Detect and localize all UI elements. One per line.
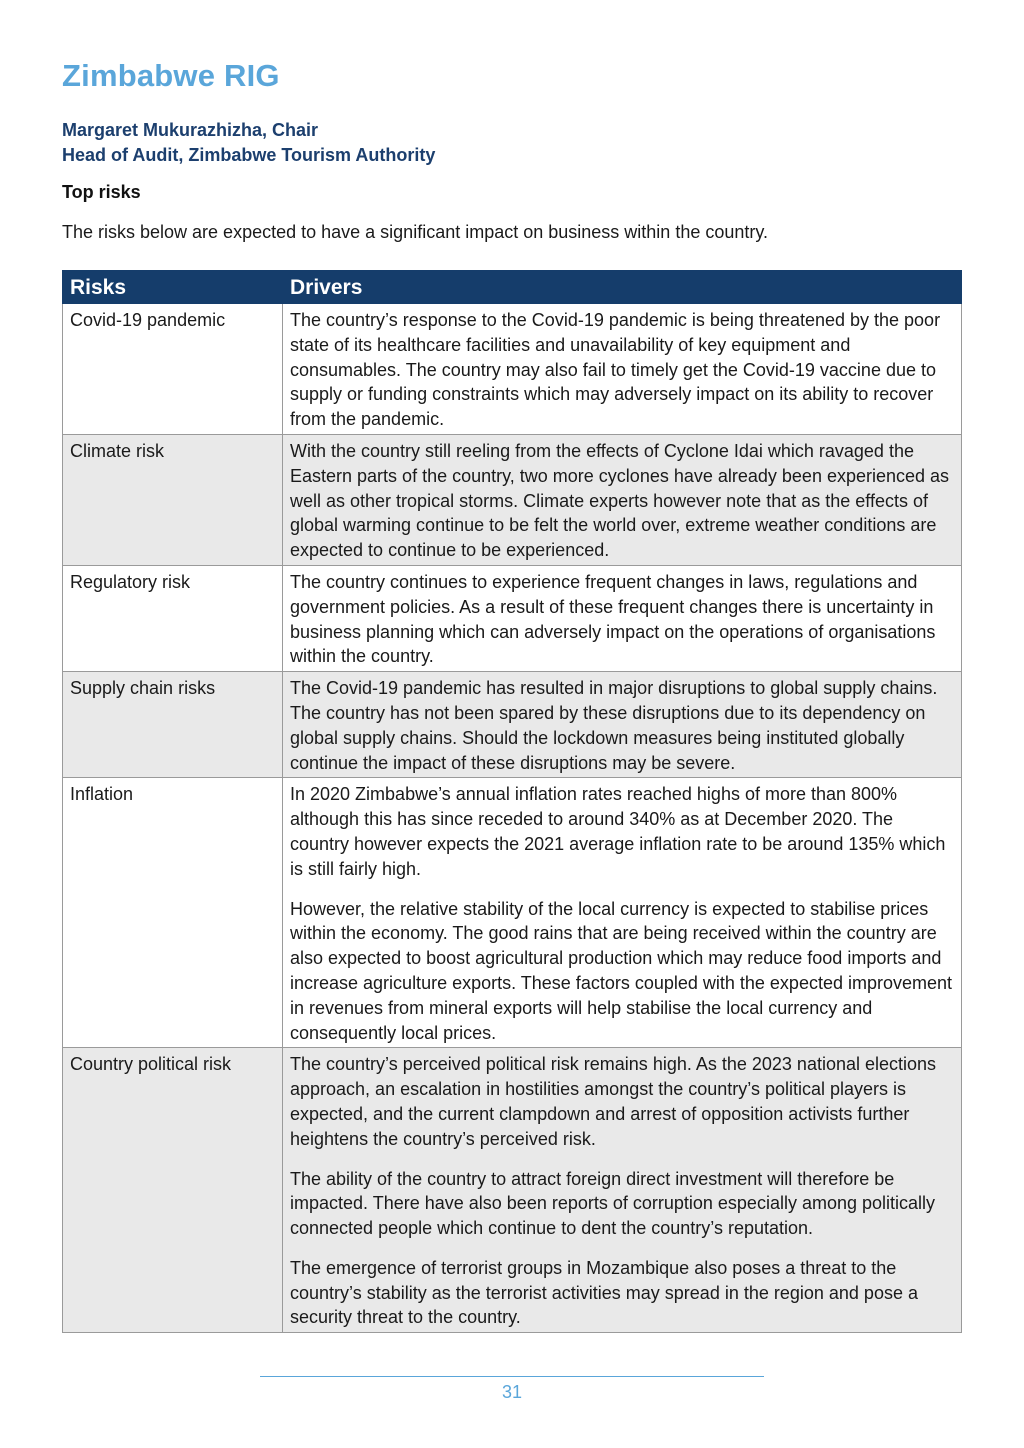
author-name: Margaret Mukurazhizha, Chair (62, 120, 319, 140)
driver-paragraph: The emergence of terrorist groups in Mozambique also poses a threat to the country’s stability as the terrorist activities may spread in the region and pose a security threat to the country. (290, 1257, 918, 1328)
table-row (63, 565, 962, 671)
header-risks: Risks (63, 271, 283, 304)
risk-cell: Inflation (63, 778, 283, 1048)
footer-divider (260, 1376, 764, 1377)
driver-paragraph: The country’s perceived political risk remains high. As the 2023 national elections approach, an escalation in hostilities amongst the country’s political players is expected, and the current clampdown and arrest of opposition activists further heightens the country’s perceived risk. (290, 1054, 937, 1149)
drivers-cell (283, 1048, 962, 1333)
drivers-cell (283, 565, 962, 671)
page-title: Zimbabwe RIG (62, 58, 280, 93)
risk-cell: Supply chain risks (63, 672, 283, 778)
driver-paragraph: However, the relative stability of the local currency is expected to stabilise prices within the economy. The good rains that are being received within the country are also expected to boost agricultural production which may reduce food imports and increase agriculture exports. These factors coupled with the expected improvement in revenues from mineral exports will help stabilise the local currency and consequently local prices. (290, 898, 953, 1043)
driver-paragraph: In 2020 Zimbabwe’s annual inflation rates reached highs of more than 800% although this has since receded to around 340% as at December 2020. The country however expects the 2021 average inflation rate to be around 135% which is still fairly high. (290, 784, 946, 879)
section-heading: Top risks (62, 182, 141, 202)
risk-cell: Covid-19 pandemic (63, 304, 283, 435)
table-row (63, 672, 962, 778)
author-role: Head of Audit, Zimbabwe Tourism Authority (62, 145, 436, 165)
driver-paragraph: The Covid-19 pandemic has resulted in major disruptions to global supply chains. The country has not been spared by these disruptions due to its dependency on global supply chains. Should the lockdown measures being instituted globally continue the impact of these disruptions may be severe. (290, 678, 938, 773)
intro-text: The risks below are expected to have a significant impact on business within the country. (62, 222, 769, 242)
table-row (63, 434, 962, 565)
risk-cell: Country political risk (63, 1048, 283, 1333)
driver-paragraph: The country continues to experience frequent changes in laws, regulations and government policies. As a result of these frequent changes there is uncertainty in business planning which can adversely impact on the operations of organisations within the country. (290, 571, 936, 667)
author-block (62, 118, 435, 168)
risk-cell: Regulatory risk (63, 565, 283, 671)
drivers-cell (283, 778, 962, 1048)
header-drivers: Drivers (283, 271, 962, 304)
driver-paragraph: The country’s response to the Covid-19 pandemic is being threatened by the poor state of its healthcare facilities and unavailability of key equipment and consumables. The country may also fail to timely get the Covid-19 vaccine due to supply or funding constraints which may adversely impact on its ability to recover from the pandemic. (290, 310, 941, 430)
driver-paragraph: With the country still reeling from the effects of Cyclone Idai which ravaged the Eastern parts of the country, two more cyclones have already been experienced as well as other tropical storms. Climate experts however note that as the effects of global warming continue to be felt the world over, extreme weather conditions are expected to continue to be experienced. (290, 440, 950, 561)
page-number: 31 (501, 1382, 523, 1402)
drivers-cell (283, 304, 962, 435)
risk-cell: Climate risk (63, 434, 283, 565)
table-row (63, 778, 962, 1048)
risks-table (62, 270, 962, 1333)
drivers-cell (283, 672, 962, 778)
table-row (63, 304, 962, 435)
drivers-cell (283, 434, 962, 565)
table-row (63, 1048, 962, 1333)
driver-paragraph: The ability of the country to attract foreign direct investment will therefore be impacted. There have also been reports of corruption especially among politically connected people which continue to dent the country’s reputation. (290, 1168, 936, 1239)
table-header-row (63, 271, 962, 304)
